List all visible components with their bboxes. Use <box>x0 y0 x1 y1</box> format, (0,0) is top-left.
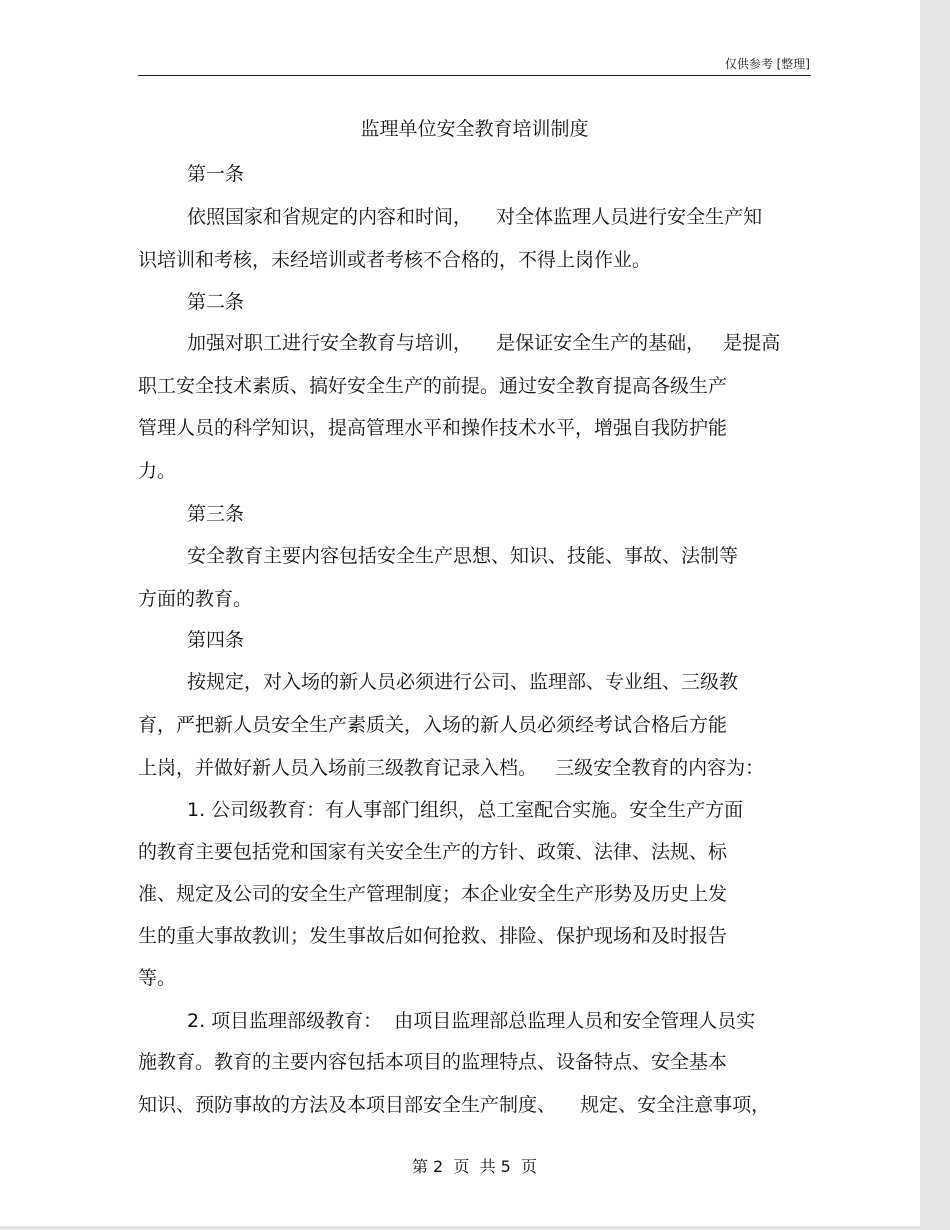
paragraph-line: 力。 <box>138 460 177 482</box>
paragraph-line: 知识、预防事故的方法及本项目部安全生产制度、 规定、安全注意事项， <box>138 1094 771 1116</box>
document-title: 监理单位安全教育培训制度 <box>360 118 589 140</box>
article-heading: 第四条 <box>187 629 245 651</box>
paragraph-line: 方面的教育。 <box>138 588 253 610</box>
paragraph-line: 育，严把新人员安全生产素质关，入场的新人员必须经考试合格后方能 <box>138 714 728 736</box>
paragraph-line: 上岗，并做好新人员入场前三级教育记录入档。 三级安全教育的内容为： <box>138 757 765 779</box>
paragraph-line: 加强对职工进行安全教育与培训， 是保证安全生产的基础， 是提高 <box>187 332 781 354</box>
header-note: 仅供参考 [整理] <box>724 57 810 71</box>
header-rule <box>138 75 811 76</box>
paragraph-line: 等。 <box>138 967 177 989</box>
paragraph-line: 职工安全技术素质、搞好安全生产的前提。通过安全教育提高各级生产 <box>138 375 728 397</box>
paragraph-line: 1. 公司级教育：有人事部门组织，总工室配合实施。安全生产方面 <box>187 799 744 821</box>
paragraph-line: 按规定，对入场的新人员必须进行公司、监理部、专业组、三级教 <box>187 671 739 693</box>
paragraph-line: 的教育主要包括党和国家有关安全生产的方针、政策、法律、法规、标 <box>138 841 728 863</box>
article-heading: 第三条 <box>187 503 245 525</box>
article-heading: 第一条 <box>187 163 245 185</box>
paragraph-line: 依照国家和省规定的内容和时间， 对全体监理人员进行安全生产知 <box>187 206 763 228</box>
paragraph-line: 2. 项目监理部级教育： 由项目监理部总监理人员和安全管理人员实 <box>187 1010 756 1032</box>
paragraph-line: 准、规定及公司的安全生产管理制度；本企业安全生产形势及历史上发 <box>138 883 728 905</box>
paragraph-line: 生的重大事故教训；发生事故后如何抢救、排险、保护现场和及时报告 <box>138 925 728 947</box>
article-heading: 第二条 <box>187 291 245 313</box>
paragraph-line: 施教育。教育的主要内容包括本项目的监理特点、设备特点、安全基本 <box>138 1051 728 1073</box>
paragraph-line: 管理人员的科学知识，提高管理水平和操作技术水平，增强自我防护能 <box>138 417 728 439</box>
paragraph-line: 识培训和考核，未经培训或者考核不合格的，不得上岗作业。 <box>138 249 652 271</box>
paragraph-line: 安全教育主要内容包括安全生产思想、知识、技能、事故、法制等 <box>187 545 739 567</box>
page-number: 第 2 页 共 5 页 <box>411 1157 538 1176</box>
